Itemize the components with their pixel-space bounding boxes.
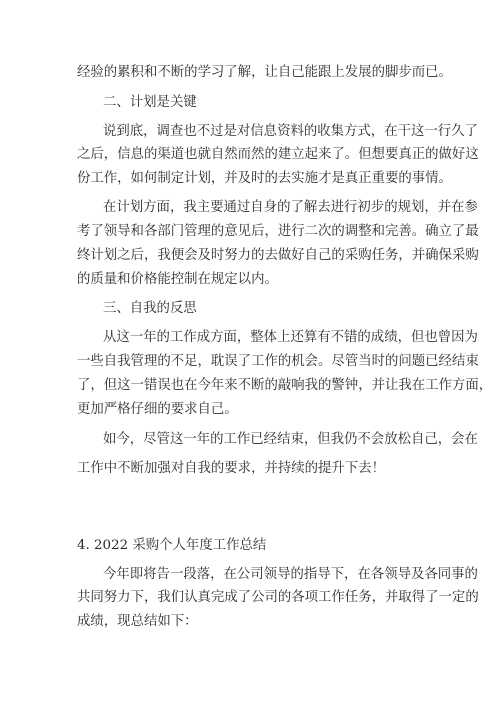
section-heading-reflection: 三、自我的反思 — [103, 301, 197, 316]
paragraph-line: 今年即将告一段落，在公司领导的指导下，在各领导及各同事的 — [103, 567, 478, 582]
paragraph-line: 经验的累积和不断的学习了解，让自己能跟上发展的脚步而已。 — [77, 65, 452, 80]
section-heading-plan: 二、计划是关键 — [103, 95, 197, 110]
paragraph-line: 在计划方面，我主要通过自身的了解去进行初步的规划，并在参 — [103, 200, 478, 215]
section-title: 4. 2022 采购个人年度工作总结 — [77, 538, 267, 553]
paragraph-line: 的质量和价格能控制在规定以内。 — [77, 272, 278, 287]
paragraph-line: 说到底，调查也不过是对信息资料的收集方式，在干这一行久了 — [103, 124, 478, 139]
paragraph-line: 考了领导和各部门管理的意见后，进行二次的调整和完善。确立了最 — [77, 224, 479, 239]
paragraph-line: 从这一年的工作成方面，整体上还算有不错的成绩，但也曾因为 — [103, 330, 478, 345]
paragraph-line: 终计划之后，我便会及时努力的去做好自己的采购任务，并确保采购 — [77, 248, 479, 263]
paragraph-line: 共同努力下，我们认真完成了公司的各项工作任务，并取得了一定的 — [77, 590, 479, 605]
paragraph-line: 份工作，如何制定计划，并及时的去实施才是真正重要的事情。 — [77, 171, 452, 186]
paragraph-line: 如今，尽管这一年的工作已经结束，但我仍不会放松自己，会在 — [103, 432, 478, 447]
paragraph-line: 之后，信息的渠道也就自然而然的建立起来了。但想要真正的做好这 — [77, 147, 479, 162]
paragraph-line: 工作中不断加强对自我的要求，并持续的提升下去！ — [77, 461, 385, 476]
paragraph-line: 更加严格仔细的要求自己。 — [77, 402, 238, 417]
paragraph-line: 成绩，现总结如下： — [77, 614, 198, 629]
paragraph-line: 一些自我管理的不足，耽误了工作的机会。尽管当时的问题已经结束 — [77, 354, 479, 369]
paragraph-line: 了，但这一错误也在今年来不断的敲响我的警钟，并让我在工作方面， — [77, 378, 493, 393]
